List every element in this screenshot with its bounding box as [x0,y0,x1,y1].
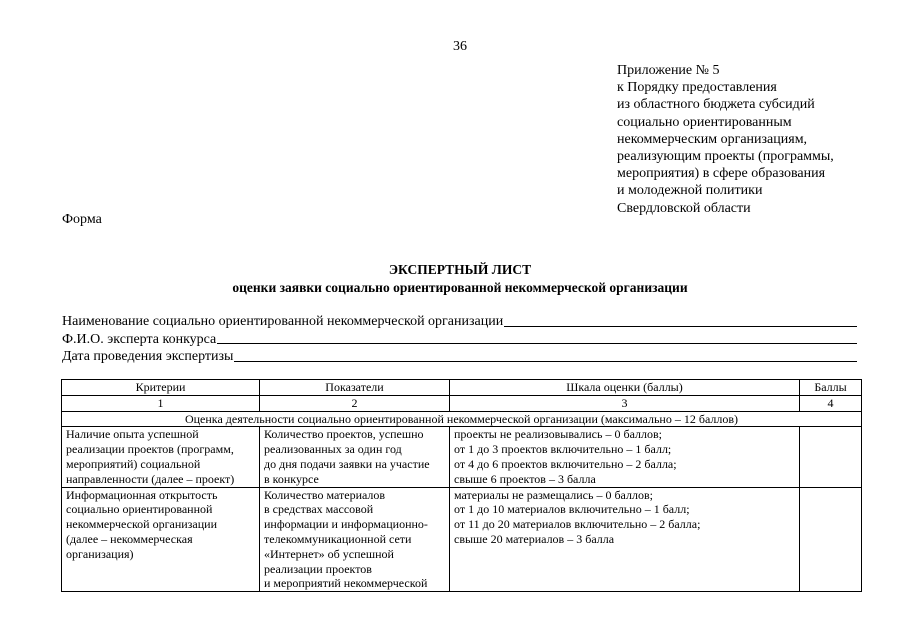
scale-cell [450,487,800,592]
score-cell[interactable] [800,427,862,487]
column-number: 2 [260,395,450,411]
fill-in-line[interactable] [504,313,857,327]
cell-line: телекоммуникационной сети [264,531,412,546]
field-label: Ф.И.О. эксперта конкурса [62,331,217,347]
indicator-cell [260,487,450,592]
cell-line: от 4 до 6 проектов включительно – 2 балла; [454,456,677,471]
column-number: 1 [62,395,260,411]
criterion-cell [62,487,260,592]
cell-line: реализации проектов (программ, [66,442,234,457]
table-row [62,487,862,592]
fill-in-line[interactable] [217,331,857,345]
section-row [62,411,862,427]
cell-line: Наличие опыта успешной [66,427,199,442]
appendix-line: мероприятия) в сфере образования [617,166,826,182]
cell-line: от 1 до 10 материалов включительно – 1 балл; [454,502,690,517]
indicator-cell [260,427,450,487]
column-header: Баллы [800,380,862,396]
cell-line: материалы не размещались – 0 баллов; [454,487,653,502]
appendix-line: из областного бюджета субсидий [617,97,815,113]
table-row [62,427,862,487]
cell-line: реализованных за один год [264,442,402,457]
score-cell[interactable] [800,487,862,592]
appendix-note [617,62,887,217]
appendix-line: социально ориентированным [617,114,792,130]
cell-line: свыше 20 материалов – 3 балла [454,531,615,546]
expertise-date-field [62,348,857,366]
cell-line: социально ориентированной [66,502,213,517]
document-title: ЭКСПЕРТНЫЙ ЛИСТ [388,262,532,277]
appendix-line: к Порядку предоставления [617,80,777,96]
document-subtitle: оценки заявки социально ориентированной некоммерческой организации [232,280,688,295]
field-label: Наименование социально ориентированной некоммерческой организации [62,314,504,329]
cell-line: реализации проектов [264,561,372,576]
cell-line: Информационная открытость [66,487,218,502]
cell-line: «Интернет» об успешной [264,546,394,561]
table-header-row [62,380,862,396]
cell-line: Количество проектов, успешно [264,427,424,442]
cell-line: и мероприятий некоммерческой [264,576,428,591]
cell-line: организация) [66,546,134,561]
column-header: Шкала оценки (баллы) [450,380,800,396]
column-header: Показатели [260,380,450,396]
cell-line: в средствах массовой [264,502,374,517]
appendix-line: реализующим проекты (программы, [617,149,834,165]
cell-line: информации и информационно- [264,517,428,532]
field-label: Дата проведения экспертизы [62,349,234,364]
cell-line: в конкурсе [264,471,319,486]
evaluation-table [61,379,862,592]
appendix-line: Приложение № 5 [617,63,720,78]
section-title: Оценка деятельности социально ориентированной некоммерческой организации (максимально – 12 баллов) [62,411,862,427]
cell-line: от 11 до 20 материалов включительно – 2 балла; [454,517,701,532]
cell-line: Количество материалов [264,487,386,502]
appendix-line: Свердловской области [617,200,751,216]
column-header: Критерии [62,380,260,396]
column-number: 3 [450,395,800,411]
cell-line: свыше 6 проектов – 3 балла [454,471,596,486]
cell-line: некоммерческой организации [66,517,218,532]
appendix-line: некоммерческим организациям, [617,131,808,147]
cell-line: от 1 до 3 проектов включительно – 1 балл; [454,442,672,457]
cell-line: проекты не реализовывались – 0 баллов; [454,427,662,442]
header-fields [62,313,857,366]
org-name-field [62,313,857,331]
cell-line: до дня подачи заявки на участие [264,456,430,471]
page-number: 36 [453,39,467,54]
cell-line: (далее – некоммерческая [66,531,193,546]
expert-name-field [62,331,857,349]
column-number-row [62,395,862,411]
cell-line: мероприятий) социальной [66,456,201,471]
column-number: 4 [800,395,862,411]
scale-cell [450,427,800,487]
appendix-line: и молодежной политики [617,183,763,199]
criterion-cell [62,427,260,487]
form-label: Форма [62,212,102,227]
fill-in-line[interactable] [234,348,857,362]
cell-line: направленности (далее – проект) [66,471,235,486]
